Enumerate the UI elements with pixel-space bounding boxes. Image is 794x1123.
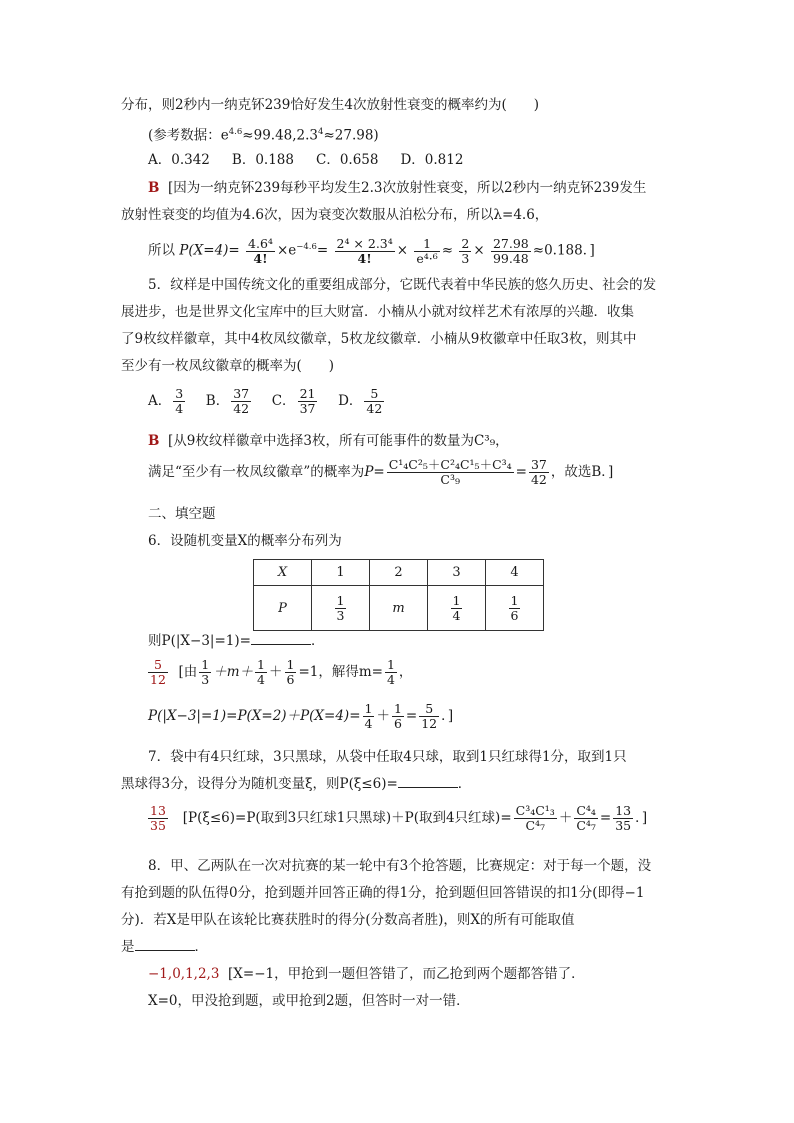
table-cell: 3 bbox=[428, 560, 486, 586]
q7-answer-value: $\frac{13}{35}$ bbox=[150, 803, 166, 833]
q6-answer-line2: P(|X−3|=1)=P(X=2)＋P(X=4)= $\frac{1}{4}$ ＋ $\frac{1}{6}$ = $\frac{5}{12}$ ．] bbox=[148, 701, 454, 731]
q6-line1: 6．设随机变量X的概率分布列为 bbox=[148, 533, 342, 549]
q6-question: 则P(|X−3|=1)= ． bbox=[148, 633, 325, 649]
q5-line3: 了9枚纹样徽章，其中4枚凤纹徽章，5枚龙纹徽章．小楠从9枚徽章中任取3枚，则其中 bbox=[121, 331, 637, 347]
q5-answer-fraction: $\frac{\text{C¹₄C²₅＋C²₄C¹₅＋C³₄}}{\text{C³₉}}$ bbox=[388, 457, 512, 487]
q7-line2: 黑球得3分，设得分为随机变量ξ，则P(ξ≤6)= ． bbox=[121, 776, 472, 792]
q5-answer-line1: B [从9枚纹样徽章中选择3枚，所有可能事件的数量为C³₉， bbox=[148, 433, 509, 449]
q5-answer-line2: 满足“至少有一枚凤纹徽章”的概率为P= $\frac{\text{C¹₄C²₅＋C²₄C¹₅＋C³₄}}{\text{C³₉}}$ = $\frac{37}{42}$ ，故选B．] bbox=[148, 457, 614, 487]
q4-answer-line1: B [因为一纳克钚239每秒平均发生2.3次放射性衰变，所以2秒内一纳克钚239发生 bbox=[148, 180, 647, 196]
q5-option-b: B． $\frac{37}{42}$ bbox=[205, 386, 250, 416]
q4-reference-data: (参考数据：$e^{4.6}\approx 99.48,2.3^4\approx 27.98$) bbox=[148, 127, 379, 144]
q4-fraction-4: $\frac{2}{3}$ bbox=[461, 235, 470, 266]
q8-line3: 分)．若X是甲队在该轮比赛获胜时的得分(分数高者胜)，则X的所有可能取值 bbox=[121, 912, 575, 928]
q4-option-b: B．0.188 bbox=[231, 152, 294, 168]
q5-option-a: A． $\frac{3}{4}$ bbox=[148, 386, 184, 416]
q5-line2: 展进步，也是世界文化宝库中的巨大财富．小楠从小就对纹样艺术有浓厚的兴趣．收集 bbox=[121, 304, 634, 320]
q4-option-a: A．0.342 bbox=[148, 152, 210, 168]
table-cell: 2 bbox=[370, 560, 428, 586]
q7-answer-line: $\frac{13}{35}$ [P(ξ≤6)=P(取到3只红球1只黑球)＋P(取到4只红球)= $\frac{\text{C³₄C¹₃}}{\text{C⁴₇}}$ ＋ $\frac{\text{C⁴₄}}{\text{C⁴₇}}$ = $\frac{13}{35}$ ．] bbox=[150, 803, 648, 833]
section-title: 二、填空题 bbox=[148, 506, 216, 522]
answer-blank bbox=[135, 938, 195, 951]
q5-line4: 至少有一枚凤纹徽章的概率为( ) bbox=[121, 358, 335, 374]
table-cell: $\frac{1}{6}$ bbox=[486, 586, 544, 631]
table-cell: 1 bbox=[312, 560, 370, 586]
q4-answer-line2: 放射性衰变的均值为4.6次，因为衰变次数服从泊松分布，所以λ=4.6， bbox=[121, 207, 549, 223]
table-cell: m bbox=[370, 586, 428, 631]
table-cell: 4 bbox=[486, 560, 544, 586]
q6-answer-value: $\frac{5}{12}$ bbox=[150, 657, 166, 687]
table-cell: $\frac{1}{4}$ bbox=[428, 586, 486, 631]
q8-line1: 8．甲、乙两队在一次对抗赛的某一轮中有3个抢答题，比赛规定：对于每一个题，没 bbox=[148, 858, 652, 874]
q4-line1: 分布，则2秒内一纳克钚239恰好发生4次放射性衰变的概率约为( ) bbox=[121, 97, 539, 113]
q8-answer-values: −1,0,1,2,3 bbox=[148, 966, 220, 982]
q4-fraction-2: $\frac{\text{2⁴ × 2.3⁴}}{4!}$ bbox=[336, 235, 393, 266]
table-row bbox=[254, 586, 544, 631]
q8-line2: 有抢到题的队伍得0分，抢到题并回答正确的得1分，抢到题但回答错误的扣1分(即得−1 bbox=[121, 885, 645, 901]
table-cell: $\frac{1}{3}$ bbox=[312, 586, 370, 631]
table-cell: X bbox=[254, 560, 312, 586]
q5-answer-letter: B bbox=[148, 433, 160, 449]
q6-answer-line1: $\frac{5}{12}$ [由 $\frac{1}{3}$ ＋m＋ $\frac{1}{4}$ ＋ $\frac{1}{6}$ =1，解得m= $\frac{1}{4}$ ， bbox=[150, 657, 413, 687]
answer-blank bbox=[251, 632, 311, 645]
q4-answer-formula: 所以 P(X=4)= $\frac{\text{4.6⁴}}{4!}$ $\times e^{-4.6}=$ $\frac{\text{2⁴ × 2.3⁴}}{4!}$ × $\frac{1}{\text{e⁴·⁶}}$ ≈ $\frac{2}{3}$ × $\frac{27.98}{99.48}$ ≈0.188．] bbox=[148, 235, 595, 266]
q4-option-d: D．0.812 bbox=[400, 152, 464, 168]
q5-line1: 5．纹样是中国传统文化的重要组成部分，它既代表着中华民族的悠久历史、社会的发 bbox=[148, 277, 657, 293]
q4-fraction-5: $\frac{27.98}{99.48}$ bbox=[492, 235, 529, 266]
q4-fraction-3: $\frac{1}{\text{e⁴·⁶}}$ bbox=[416, 235, 438, 266]
q4-option-c: C．0.658 bbox=[315, 152, 379, 168]
table-row bbox=[254, 560, 544, 586]
q5-option-d: D． $\frac{5}{42}$ bbox=[338, 386, 383, 416]
q8-answer-line2: X=0，甲没抢到题，或甲抢到2题，但答时一对一错． bbox=[148, 993, 470, 1009]
q4-fraction-1: $\frac{\text{4.6⁴}}{4!}$ bbox=[248, 235, 273, 266]
q8-line4: 是 ． bbox=[121, 939, 208, 955]
q7-line1: 7．袋中有4只红球，3只黑球，从袋中任取4只球，取到1只红球得1分，取到1只 bbox=[148, 749, 627, 765]
q5-option-c: C． $\frac{21}{37}$ bbox=[271, 386, 316, 416]
q5-options bbox=[148, 384, 386, 418]
q4-options bbox=[148, 151, 463, 169]
q8-answer-line1: −1,0,1,2,3 [X=−1，甲抢到一题但答错了，而乙抢到两个题都答错了． bbox=[148, 966, 585, 982]
answer-blank bbox=[398, 775, 458, 788]
table-cell: P bbox=[254, 586, 312, 631]
distribution-table bbox=[253, 559, 544, 631]
q4-answer-letter: B bbox=[148, 180, 160, 196]
